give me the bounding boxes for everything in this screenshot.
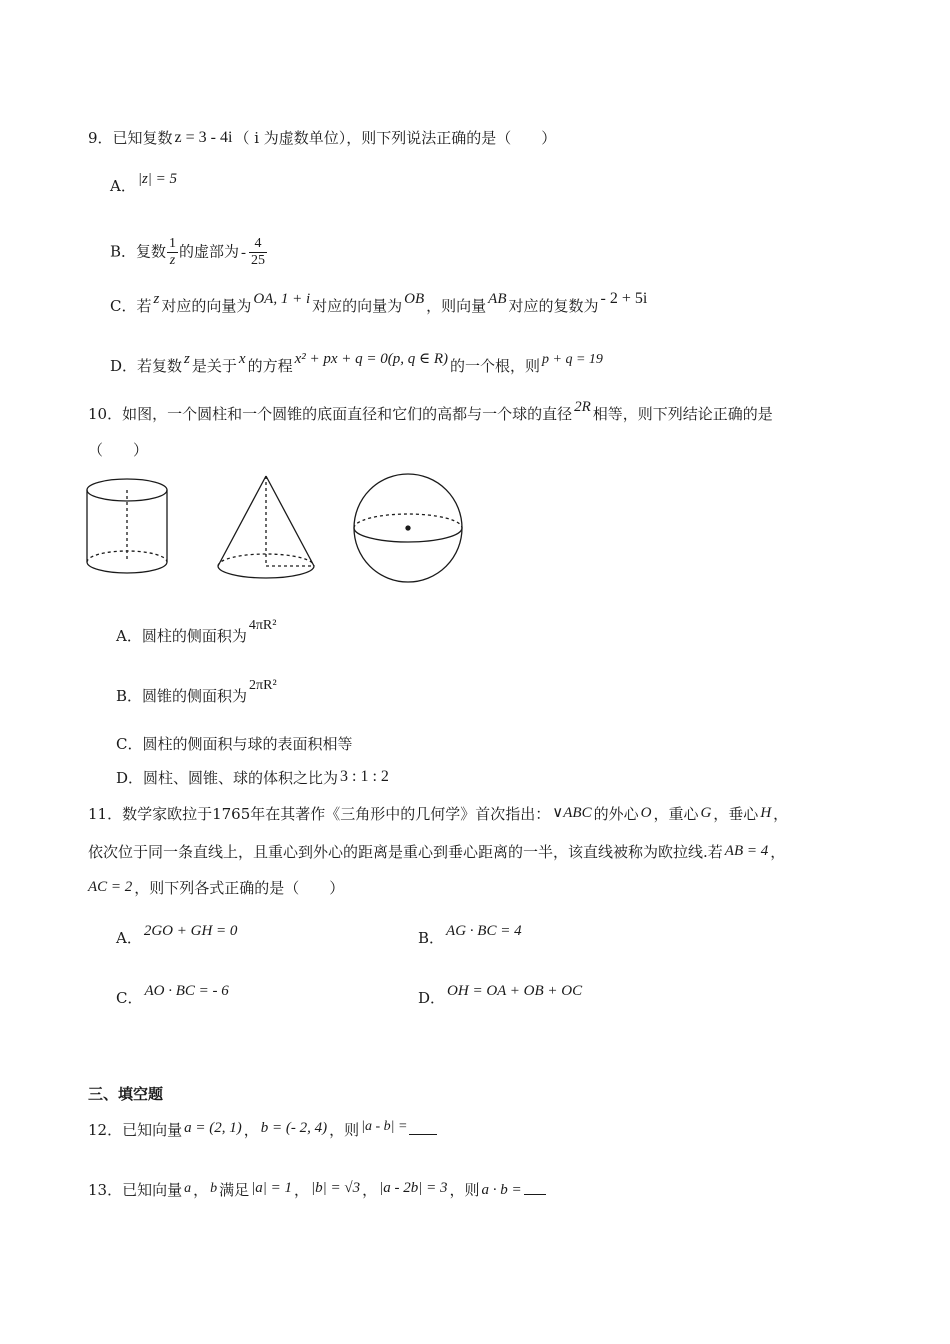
math-triangle-abc: ∨ABC: [552, 805, 592, 821]
math-ac-eq-2: AC = 2: [88, 879, 133, 895]
math-vector-oa: OA, 1 + i: [253, 291, 311, 307]
math-p-plus-q: p + q = 19: [542, 352, 603, 367]
q11-line1: 11．数学家欧拉于1765年在其著作《三角形中的几何学》首次指出： ∨ABC 的外心 O ，重心 G ，垂心 H ，: [88, 805, 789, 823]
sphere-drawing: [354, 474, 462, 582]
math-abs-a-minus-b: |a - b| =: [361, 1119, 408, 1134]
q10-option-d: D．圆柱、圆锥、球的体积之比为 3 : 1 : 2: [116, 768, 389, 787]
math-ab-eq-4: AB = 4: [724, 843, 769, 859]
q11-line3: AC = 2 ，则下列各式正确的是（ ）: [88, 879, 345, 897]
q10-option-c: C．圆柱的侧面积与球的表面积相等: [116, 735, 353, 753]
math-2go-gh: 2GO + GH = 0: [143, 923, 238, 939]
answer-blank[interactable]: [409, 1120, 437, 1135]
q12: 12．已知向量 a = (2, 1) ， b = (- 2, 4) ，则 |a - b| =: [88, 1120, 437, 1142]
q9-option-d: D．若复数 z 是关于 x 的方程 x² + px + q = 0(p, q ∈ R) 的一个根，则 p + q = 19: [110, 351, 603, 375]
math-vector-ab: AB: [488, 291, 507, 307]
q9-option-b: B．复数 $\frac{1}{z}$ 的虚部为 - $\frac{4}{25}$: [110, 236, 266, 268]
math-abs-a: |a| = 1: [251, 1180, 292, 1196]
q9-stem: 9．已知复数 z = 3 - 4i （ i 为虚数单位），则下列说法正确的是（ ）: [88, 129, 557, 147]
math-abs-z: |z| = 5: [137, 171, 178, 187]
q11-option-d: D． OH = OA + OB + OC: [418, 983, 583, 1007]
q10-figure: [84, 470, 474, 586]
math-ag-bc: AG · BC = 4: [446, 923, 522, 939]
q11-option-c: C． AO · BC = - 6: [116, 983, 229, 1007]
q9-option-c: C．若 z 对应的向量为 OA, 1 + i 对应的向量为 OB ，则向量 AB 对应的复数为 - 2 + 5i: [110, 290, 648, 315]
q9-option-a: A． |z| = 5: [110, 171, 178, 195]
q10-paren: （ ）: [88, 441, 149, 459]
fraction-4-over-25: $\frac{4}{25}$: [251, 236, 266, 268]
math-abs-b: |b| = √3: [311, 1180, 361, 1196]
math-vector-a: a = (2, 1): [184, 1120, 242, 1136]
math-complex-result: - 2 + 5i: [600, 290, 648, 307]
math-abs-a-minus-2b: |a - 2b| = 3: [379, 1180, 448, 1196]
q13: 13．已知向量 a ， b 满足 |a| = 1 ， |b| = √3 ， |a - 2b| = 3 ，则 a · b =: [88, 1180, 546, 1202]
math-z-def: z = 3 - 4i: [174, 129, 233, 146]
cone-drawing: [218, 476, 314, 578]
q10-option-b: B．圆锥的侧面积为2πR²: [116, 678, 277, 705]
math-2r: 2R: [574, 399, 591, 415]
q11-option-b: B． AG · BC = 4: [418, 923, 522, 947]
q10-stem: 10．如图，一个圆柱和一个圆锥的底面直径和它们的高都与一个球的直径 2R 相等，则下列结论正确的是: [88, 399, 773, 423]
q10-option-a: A．圆柱的侧面积为4πR²: [116, 618, 277, 645]
math-a-dot-b: a · b =: [481, 1182, 522, 1198]
math-4pir2: 4πR²: [248, 618, 277, 633]
q11-line2: 依次位于同一条直线上，且重心到外心的距离是重心到垂心距离的一半，该直线被称为欧拉线.若 AB = 4 ，: [88, 843, 786, 861]
math-oh-sum: OH = OA + OB + OC: [447, 983, 583, 999]
cylinder-drawing: [87, 479, 167, 573]
math-ao-bc: AO · BC = - 6: [144, 983, 229, 999]
answer-blank[interactable]: [524, 1180, 546, 1195]
math-2pir2: 2πR²: [249, 678, 277, 693]
math-quadratic-equation: x² + px + q = 0(p, q ∈ R): [294, 351, 449, 367]
fraction-1-over-z: $\frac{1}{z}$: [169, 236, 177, 268]
math-ratio: 3 : 1 : 2: [340, 768, 389, 785]
math-vector-ob: OB: [404, 291, 425, 307]
section-title: 三、填空题: [88, 1085, 164, 1103]
math-vector-b: b = (- 2, 4): [260, 1120, 328, 1136]
q11-option-a: A． 2GO + GH = 0: [116, 923, 238, 947]
